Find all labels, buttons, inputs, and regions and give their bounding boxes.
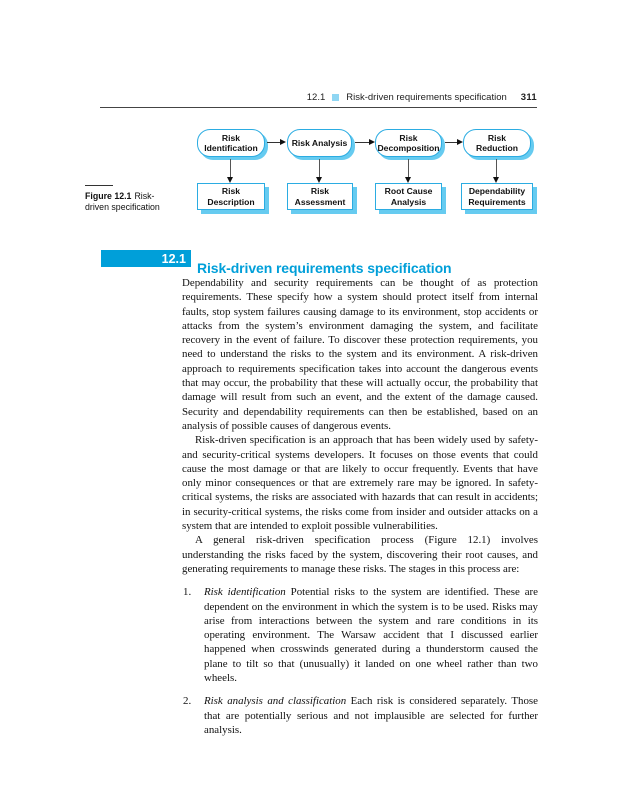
caption-label: Figure 12.1 <box>85 191 132 201</box>
flow-node-risk-decomposition: Risk Decomposition <box>375 129 442 157</box>
body-column <box>182 276 538 737</box>
caption-rule <box>85 185 113 186</box>
flow-node-risk-description: Risk Description <box>197 183 265 210</box>
list-item-lead: Risk identification <box>204 586 286 599</box>
arrow-down-connector <box>230 159 231 177</box>
flow-node-risk-analysis: Risk Analysis <box>287 129 352 157</box>
page-number: 311 <box>520 91 537 103</box>
section-marker-icon <box>332 94 339 101</box>
flow-node-root-cause-analysis: Root Cause Analysis <box>375 183 442 210</box>
header-rule <box>100 107 537 108</box>
body-paragraph-1: Dependability and security requirements can be thought of as protection requirements. These specify how a system should protect itself from internal faults, stop system failures causing damage to its environment, stop accidents or attacks from the system’s environment damaging the system, and facilitate recovery in the event of failure. To discover these protection requirements, you need to understand the risks to the system and its environment. A risk-driven approach to requirements specification takes into account the dangerous events that may occur, the probability that these will actually occur, the probability that damage will result from such an event, and the extent of the damage caused. Security and dependability requirements can then be established, based on an analysis of possible causes of dangerous events. <box>182 277 538 432</box>
section-number-bar <box>101 250 191 267</box>
flow-node-risk-reduction: Risk Reduction <box>463 129 531 157</box>
arrow-right-connector <box>355 142 369 143</box>
arrow-down-connector <box>408 159 409 177</box>
section-title: Risk-driven requirements specification <box>197 260 452 277</box>
list-item-number: 2. <box>183 695 192 708</box>
list-item-lead: Risk analysis and classification <box>204 695 347 708</box>
list-item-number: 1. <box>183 586 192 599</box>
arrow-down-connector <box>496 159 497 177</box>
list-item-text: Potential risks to the system are identified. These are dependent on the environment in which the system is to be used. Risks may arise from interactions between the system and rare conditions in its operating environment. The Warsaw accident that I discussed earlier happened when crosswinds generated during a thunderstorm caused the plane to tilt so that (unusually) it landed on one wheel rather than two wheels. <box>204 586 538 685</box>
caption-text <box>85 191 173 213</box>
arrow-right-connector <box>267 142 280 143</box>
flow-node-dependability-requirements: Dependability Requirements <box>461 183 533 210</box>
list-item-risk-analysis <box>182 694 538 737</box>
section-number: 12.1 <box>161 251 186 266</box>
arrow-right-connector <box>445 142 457 143</box>
header-chapter-title: Risk-driven requirements specification <box>346 91 507 103</box>
body-paragraph-3: A general risk-driven specification process (Figure 12.1) involves understanding the risks faced by the system, discovering their root causes, and generating requirements to manage these risks. The stages in this process are: <box>182 534 538 575</box>
page-header <box>100 90 537 104</box>
arrow-down-connector <box>319 159 320 177</box>
body-paragraph-2: Risk-driven specification is an approach that has been widely used by safety- and security-critical systems developers. It focuses on those events that could cause the most damage or that are likely to occur frequently. Events that have only minor consequences or that are extremely rare may be ignored. In safety-critical systems, the risks are associated with hazards that can result in accidents; in security-critical systems, the risks come from insider and outsider attacks on a system that are intended to exploit possible vulnerabilities. <box>182 434 538 533</box>
list-item-text: Each risk is considered separately. Those that are potentially serious and not implausible are selected for further analysis. <box>204 695 538 736</box>
figure-caption <box>85 185 173 213</box>
header-section-number: 12.1 <box>306 91 326 103</box>
caption-description: Risk-driven specification <box>85 191 160 212</box>
flow-node-risk-assessment: Risk Assessment <box>287 183 353 210</box>
list-item-risk-identification <box>182 585 538 685</box>
flow-node-risk-identification: Risk Identification <box>197 129 265 157</box>
